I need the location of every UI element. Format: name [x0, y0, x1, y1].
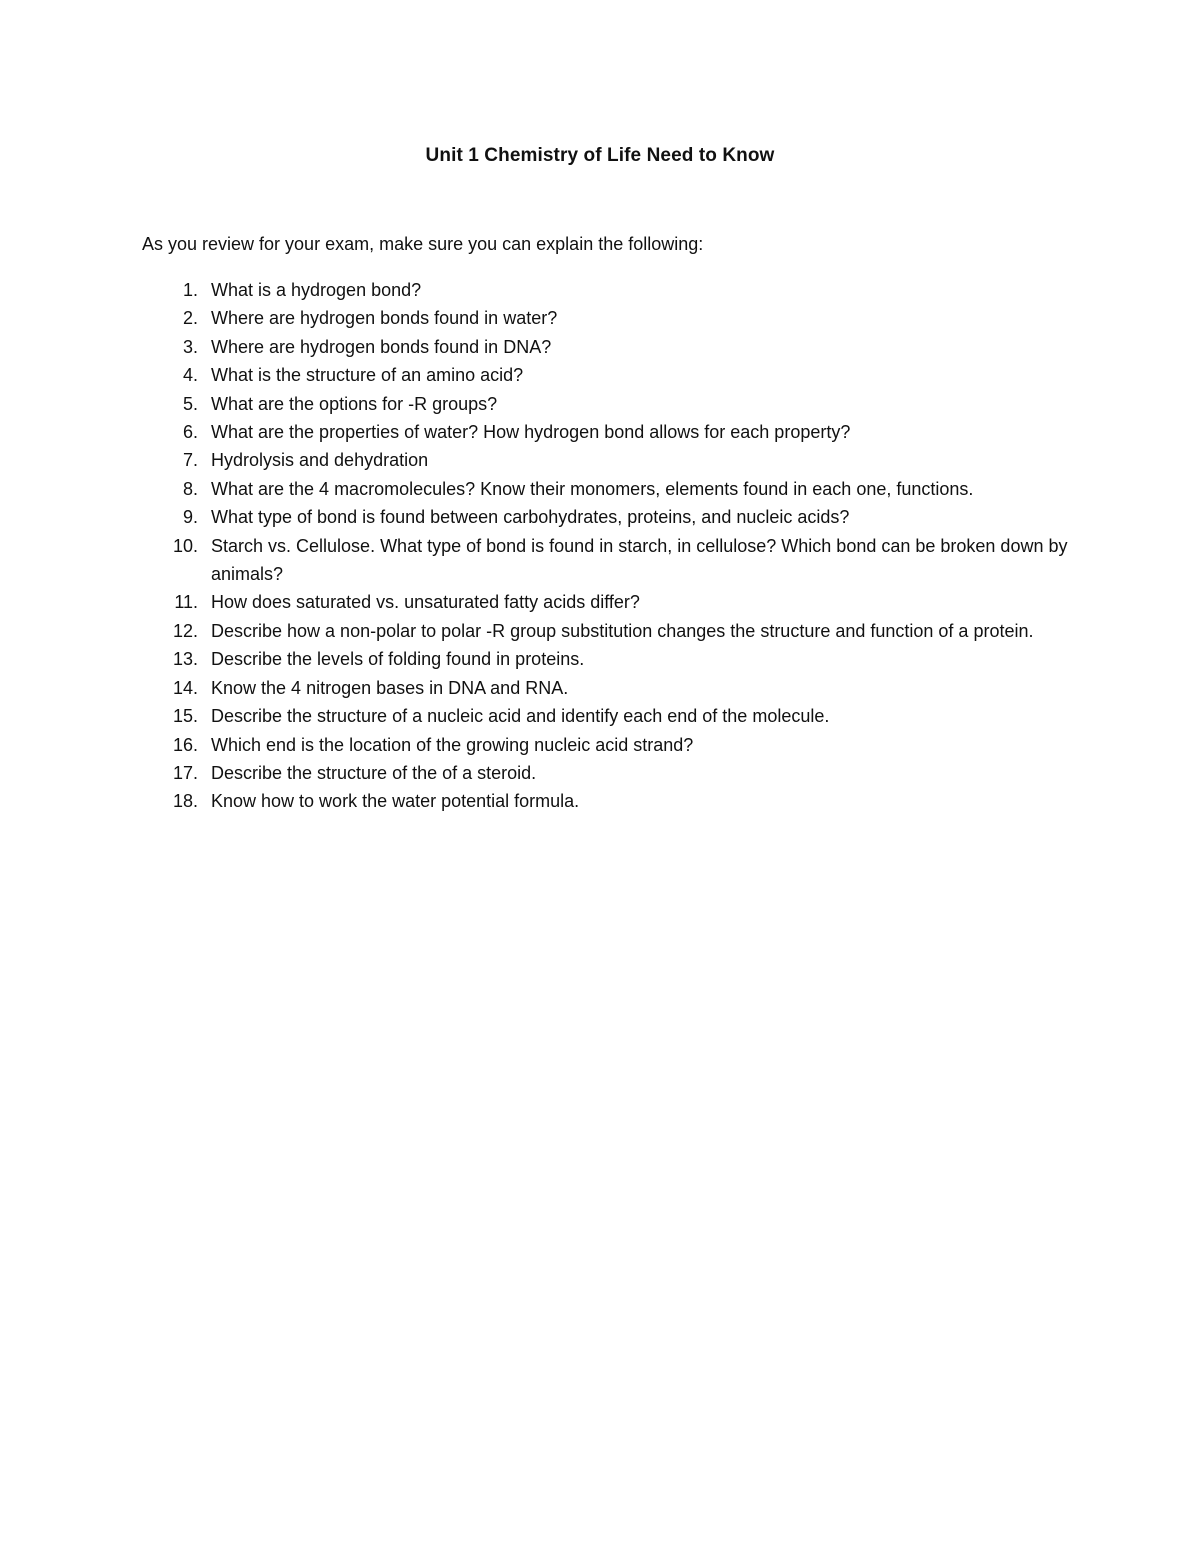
- list-item-number: 5.: [182, 393, 198, 414]
- list-item-text: What is the structure of an amino acid?: [211, 365, 524, 386]
- list-item: [0, 674, 1200, 702]
- list-item-text: How does saturated vs. unsaturated fatty acids differ?: [211, 592, 640, 613]
- list-item-number: 2.: [182, 308, 198, 329]
- list-item: [0, 304, 1200, 332]
- list-item-number: 16.: [172, 734, 198, 755]
- list-item-text: Where are hydrogen bonds found in water?: [211, 308, 558, 329]
- list-item-number: 3.: [182, 336, 198, 357]
- question-list: [0, 276, 1200, 816]
- list-item: [0, 787, 1200, 815]
- list-item: [0, 588, 1200, 616]
- list-item-number: 1.: [182, 280, 198, 300]
- list-item-text: Where are hydrogen bonds found in DNA?: [211, 336, 552, 357]
- list-item-number: 15.: [172, 706, 198, 727]
- list-item-number: 6.: [182, 422, 198, 443]
- list-item-text: Know how to work the water potential formula.: [211, 791, 580, 812]
- list-item-text: Hydrolysis and dehydration: [211, 450, 429, 471]
- list-item: [0, 503, 1200, 531]
- list-item-number: 10.: [172, 535, 198, 556]
- list-item-number: 18.: [172, 791, 198, 812]
- list-item: [0, 532, 1200, 589]
- list-item: [0, 418, 1200, 446]
- list-item: [0, 617, 1200, 645]
- intro-text: As you review for your exam, make sure you can explain the following:: [142, 234, 704, 254]
- list-item-number: 13.: [172, 649, 198, 670]
- list-item-text: What type of bond is found between carbohydrates, proteins, and nucleic acids?: [211, 507, 850, 528]
- list-item-text: What are the 4 macromolecules? Know their monomers, elements found in each one, functions.: [211, 478, 974, 499]
- list-item: [0, 645, 1200, 673]
- list-item-text: Describe the levels of folding found in proteins.: [211, 649, 585, 670]
- list-item-number: 14.: [172, 677, 198, 698]
- list-item: [0, 702, 1200, 730]
- list-item-text: Know the 4 nitrogen bases in DNA and RNA.: [211, 677, 569, 698]
- list-item-text: What is a hydrogen bond?: [211, 280, 422, 300]
- list-item: [0, 759, 1200, 787]
- list-item: [0, 475, 1200, 503]
- list-item: [0, 446, 1200, 474]
- list-item-number: 17.: [172, 762, 198, 783]
- list-item-text: Describe how a non-polar to polar -R group substitution changes the structure and function of a protein.: [211, 620, 1034, 641]
- list-item: [0, 276, 1200, 304]
- list-item: [0, 333, 1200, 361]
- list-item-text: Describe the structure of a nucleic acid and identify each end of the molecule.: [211, 706, 830, 727]
- list-item-number: 12.: [172, 620, 198, 641]
- list-item-number: 8.: [182, 478, 198, 499]
- list-item-text: Starch vs. Cellulose. What type of bond is found in starch, in cellulose? Which bond can be broken down by animals?: [211, 535, 1068, 585]
- page-title: Unit 1 Chemistry of Life Need to Know: [425, 145, 775, 166]
- list-item: [0, 361, 1200, 389]
- list-item: [0, 390, 1200, 418]
- list-item-number: 9.: [182, 507, 198, 528]
- list-item-number: 4.: [182, 365, 198, 386]
- list-item-number: 11.: [174, 592, 198, 613]
- list-item-text: Describe the structure of the of a steroid.: [211, 762, 537, 783]
- list-item-text: What are the options for -R groups?: [211, 393, 498, 414]
- list-item: [0, 731, 1200, 759]
- list-item-text: What are the properties of water? How hydrogen bond allows for each property?: [211, 422, 851, 443]
- list-item-number: 7.: [182, 450, 198, 471]
- list-item-text: Which end is the location of the growing nucleic acid strand?: [211, 734, 694, 755]
